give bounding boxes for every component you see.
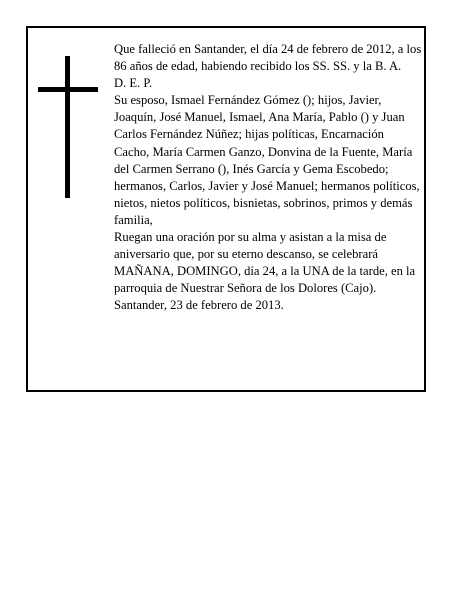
- obituary-text: [114, 41, 422, 315]
- cross-horizontal-bar: [38, 87, 98, 92]
- place-date: Santander, 23 de febrero de 2013.: [114, 298, 284, 313]
- death-announcement: Que falleció en Santander, el día 24 de febrero de 2012, a los 86 años de edad, habiendo recibido los SS. SS. y la B. A.: [114, 42, 422, 74]
- rest-in-peace: D. E. P.: [114, 76, 153, 91]
- mass-invitation: Ruegan una oración por su alma y asistan a la misa de aniversario que, por su eterno descanso, se celebrará MAÑANA, DOMINGO, día 24, a la UNA de la tarde, en la parroquia de Nuestrar Señora de los Dolores (Cajo).: [114, 230, 416, 296]
- cross-vertical-bar: [65, 56, 70, 198]
- obituary-notice: [26, 26, 426, 392]
- family-list: Su esposo, Ismael Fernández Gómez (); hijos, Javier, Joaquín, José Manuel, Ismael, Ana María, Pablo () y Juan Carlos Fernández Núñez; hijas políticas, Encarnación Cacho, María Carmen Ganzo, Donvina de la Fuente, María del Carmen Serrano (), Inés García y Gema Escobedo; hermanos, Carlos, Javier y José Manuel; hermanos políticos, nietos, nietos políticos, bisnietas, sobrinos, primos y demás familia,: [114, 93, 420, 227]
- cross-icon: [38, 56, 98, 198]
